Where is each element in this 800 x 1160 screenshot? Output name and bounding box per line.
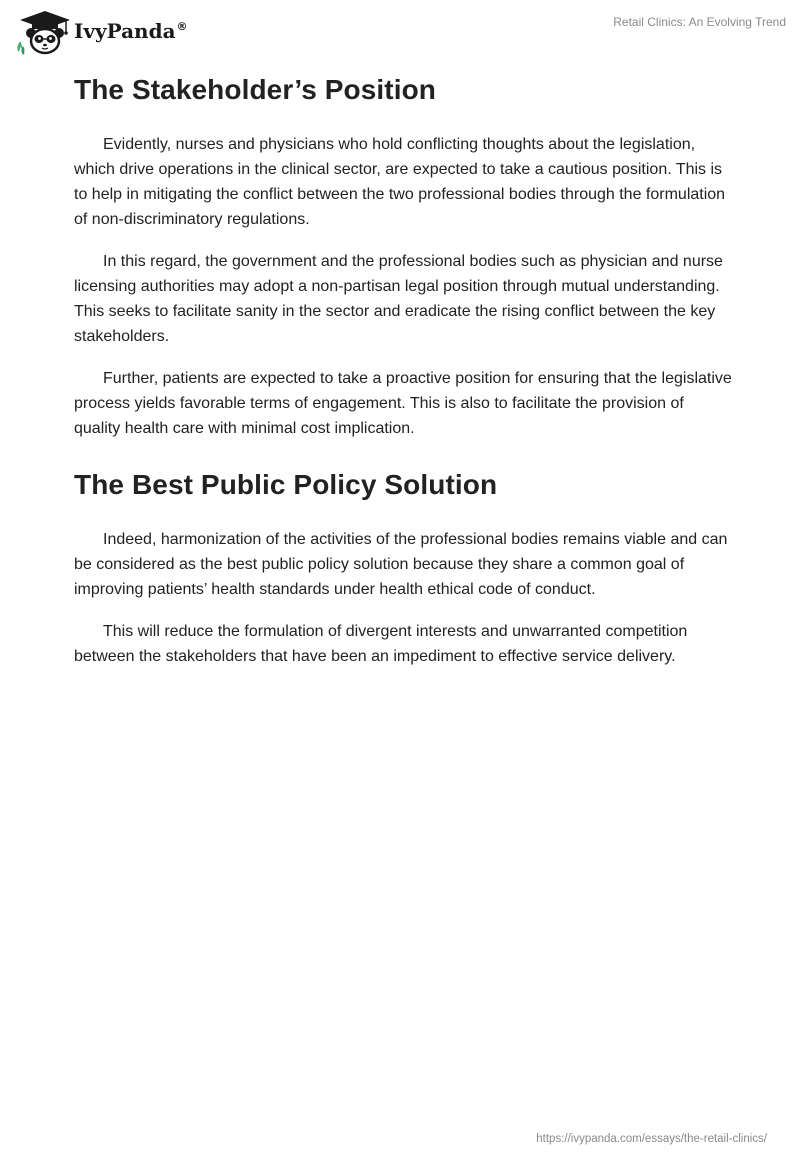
essay-content [74, 68, 734, 686]
panda-graduation-cap-icon [14, 8, 76, 56]
paragraph: Evidently, nurses and physicians who hold conflicting thoughts about the legislation, which drive operations in the clinical sector, are expected to take a cautious position. This is to help in mitigating the conflict between the two professional bodies through the formulation of non-discriminatory regulations. [74, 136, 726, 228]
paragraph: This will reduce the formulation of divergent interests and unwarranted competition between the stakeholders that have been an impediment to effective service delivery. [74, 623, 688, 665]
ivypanda-logo[interactable] [14, 8, 188, 56]
section-heading-best-public-policy-solution: The Best Public Policy Solution [74, 469, 498, 500]
paragraph: Further, patients are expected to take a proactive position for ensuring that the legislative process yields favorable terms of engagement. This is also to facilitate the provision of quality health care with minimal cost implication. [74, 370, 732, 437]
section-heading-stakeholders-position: The Stakeholder’s Position [74, 74, 437, 105]
page-header [14, 8, 786, 58]
paragraph: Indeed, harmonization of the activities of the professional bodies remains viable and can be considered as the best public policy solution because they share a common goal of improving patients’ health standards under health ethical code of conduct. [74, 531, 728, 598]
paragraph: In this regard, the government and the professional bodies such as physician and nurse licensing authorities may adopt a non-partisan legal position through mutual understanding. This seeks to facilitate sanity in the sector and eradicate the rising conflict between the key stakeholders. [74, 253, 723, 345]
footer-source-url[interactable]: https://ivypanda.com/essays/the-retail-clinics/ [536, 1133, 767, 1145]
brand-name: IvyPanda® [74, 19, 188, 43]
document-title: Retail Clinics: An Evolving Trend [613, 15, 786, 29]
